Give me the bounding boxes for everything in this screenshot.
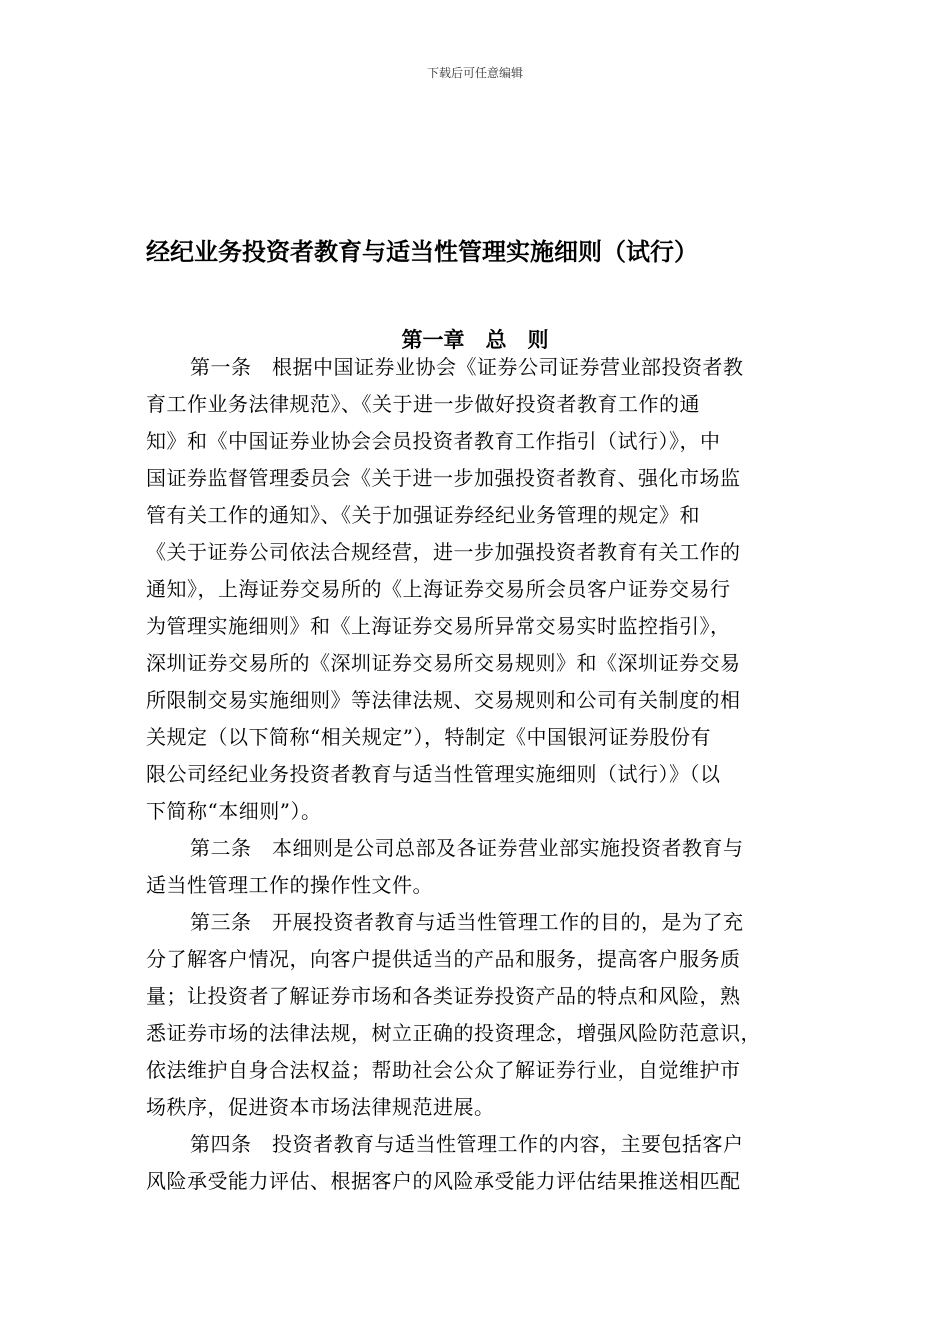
article-line: 第四条 投资者教育与适当性管理工作的内容，主要包括客户 [190, 1132, 744, 1156]
document-title: 经纪业务投资者教育与适当性管理实施细则（试行） [146, 238, 698, 266]
article-line: 第三条 开展投资者教育与适当性管理工作的目的，是为了充 [190, 910, 744, 934]
article-line: 悉证券市场的法律法规，树立正确的投资理念，增强风险防范意识， [146, 1021, 761, 1045]
article-line: 场秩序，促进资本市场法律规范进展。 [146, 1095, 495, 1119]
article-line: 关规定（以下简称“相关规定”），特制定《中国银河证券股份有 [146, 725, 711, 749]
article-line: 《关于证券公司依法合规经营，进一步加强投资者教育有关工作的 [146, 540, 741, 564]
article-line: 育工作业务法律规范》、《关于进一步做好投资者教育工作的通 [146, 392, 700, 416]
article-line: 通知》，上海证券交易所的《上海证券交易所会员客户证券交易行 [146, 577, 731, 601]
article-line: 深圳证券交易所的《深圳证券交易所交易规则》和《深圳证券交易 [146, 651, 741, 675]
article-line: 分了解客户情况，向客户提供适当的产品和服务，提高客户服务质 [146, 947, 741, 971]
article-line: 依法维护自身合法权益；帮助社会公众了解证券行业，自觉维护市 [146, 1058, 741, 1082]
article-2 [146, 830, 806, 904]
document-body [146, 349, 806, 1200]
chapter-title: 第一章 总 则 [401, 328, 549, 352]
article-3 [146, 904, 806, 1126]
article-line: 第二条 本细则是公司总部及各证券营业部实施投资者教育与 [190, 836, 744, 860]
article-1 [146, 349, 806, 830]
article-line: 第一条 根据中国证券业协会《证券公司证券营业部投资者教 [190, 355, 744, 379]
article-line: 为管理实施细则》和《上海证券交易所异常交易实时监控指引》， [146, 614, 731, 638]
article-line: 所限制交易实施细则》等法律法规、交易规则和公司有关制度的相 [146, 688, 741, 712]
article-line: 风险承受能力评估、根据客户的风险承受能力评估结果推送相匹配 [146, 1169, 741, 1193]
header-note: 下载后可任意编辑 [426, 66, 523, 80]
article-line: 知》和《中国证券业协会会员投资者教育工作指引（试行）》，中 [146, 429, 721, 453]
article-line: 国证券监督管理委员会《关于进一步加强投资者教育、强化市场监 [146, 466, 741, 490]
article-4 [146, 1126, 806, 1200]
article-line: 下简称“本细则”）。 [146, 799, 322, 823]
article-line: 管有关工作的通知》、《关于加强证券经纪业务管理的规定》和 [146, 503, 700, 527]
article-line: 量；让投资者了解证券市场和各类证券投资产品的特点和风险，熟 [146, 984, 741, 1008]
article-line: 适当性管理工作的操作性文件。 [146, 873, 433, 897]
article-line: 限公司经纪业务投资者教育与适当性管理实施细则（试行）》（以 [146, 762, 721, 786]
